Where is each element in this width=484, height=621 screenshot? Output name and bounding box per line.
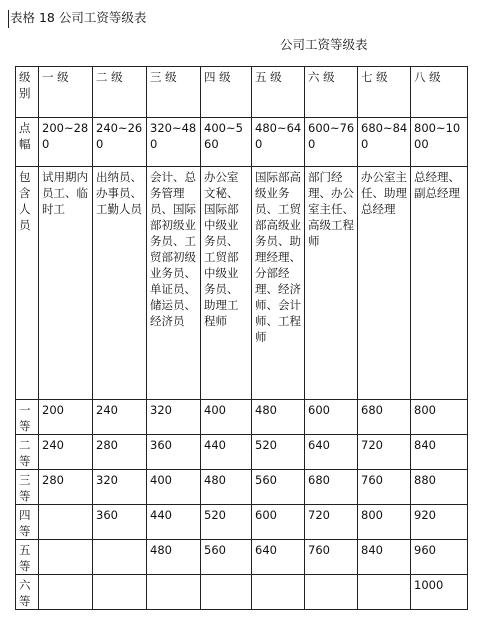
row-label-points: 点幅 (16, 118, 39, 167)
salary-cell: 600 (305, 400, 358, 435)
salary-cell: 440 (147, 505, 201, 540)
points-cell: 400~560 (201, 118, 252, 167)
row-label-step: 三等 (16, 470, 39, 505)
salary-cell: 640 (305, 435, 358, 470)
salary-cell: 320 (93, 470, 147, 505)
row-label-step: 一等 (16, 400, 39, 435)
salary-cell: 800 (411, 400, 468, 435)
grade-header-cell: 八 级 (411, 67, 468, 118)
grade-header-cell: 二 级 (93, 67, 147, 118)
salary-cell (305, 575, 358, 610)
included-staff-cell: 国际部高级业务员、工贸部高级业务员、助理经理、分部经理、经济师、会计师、工程师 (252, 167, 305, 400)
salary-cell: 840 (358, 540, 411, 575)
row-label-included: 包含人员 (16, 167, 39, 400)
salary-cell: 280 (39, 470, 93, 505)
grade-header-cell: 五 级 (252, 67, 305, 118)
salary-cell: 480 (201, 470, 252, 505)
salary-cell: 240 (93, 400, 147, 435)
salary-cell (358, 575, 411, 610)
salary-cell (39, 505, 93, 540)
salary-cell: 240 (39, 435, 93, 470)
points-row (16, 118, 468, 167)
grade-header-cell: 六 级 (305, 67, 358, 118)
salary-cell: 880 (411, 470, 468, 505)
salary-cell (93, 540, 147, 575)
salary-cell: 680 (358, 400, 411, 435)
salary-cell: 480 (252, 400, 305, 435)
table-title: 公司工资等级表 (280, 37, 368, 52)
points-cell: 320~480 (147, 118, 201, 167)
salary-cell (93, 575, 147, 610)
salary-cell (252, 575, 305, 610)
salary-cell: 200 (39, 400, 93, 435)
included-staff-cell: 会计、总务管理员、国际部初级业务员、工贸部初级业务员、单证员、储运员、经济员 (147, 167, 201, 400)
points-cell: 680~840 (358, 118, 411, 167)
salary-cell (147, 575, 201, 610)
step-row-4 (16, 505, 468, 540)
salary-cell: 480 (147, 540, 201, 575)
included-staff-cell: 办公室文秘、国际部中级业务员、工贸部中级业务员、助理工程师 (201, 167, 252, 400)
salary-cell: 400 (147, 470, 201, 505)
step-row-3 (16, 470, 468, 505)
included-staff-cell: 总经理、副总经理 (411, 167, 468, 400)
document-caption: 表格 18 公司工资等级表 (10, 10, 147, 25)
points-cell: 600~760 (305, 118, 358, 167)
row-label-step: 六等 (16, 575, 39, 610)
included-staff-cell: 办公室主任、助理总经理 (358, 167, 411, 400)
salary-cell: 760 (358, 470, 411, 505)
salary-cell: 840 (411, 435, 468, 470)
salary-cell: 440 (201, 435, 252, 470)
salary-cell: 720 (358, 435, 411, 470)
salary-cell: 360 (93, 505, 147, 540)
points-cell: 480~640 (252, 118, 305, 167)
salary-cell: 520 (201, 505, 252, 540)
row-label-step: 五等 (16, 540, 39, 575)
salary-cell: 280 (93, 435, 147, 470)
grade-header-cell: 一 级 (39, 67, 93, 118)
salary-grade-table (15, 66, 468, 610)
row-label-grade: 级别 (16, 67, 39, 118)
salary-cell: 520 (252, 435, 305, 470)
points-cell: 800~1000 (411, 118, 468, 167)
salary-cell (39, 540, 93, 575)
salary-cell: 800 (358, 505, 411, 540)
text-cursor (8, 10, 9, 28)
salary-cell (39, 575, 93, 610)
salary-cell: 360 (147, 435, 201, 470)
included-staff-cell: 出纳员、办事员、工勤人员 (93, 167, 147, 400)
included-staff-cell: 部门经理、办公室主任、高级工程师 (305, 167, 358, 400)
salary-cell: 640 (252, 540, 305, 575)
points-cell: 240~260 (93, 118, 147, 167)
row-label-step: 四等 (16, 505, 39, 540)
salary-cell: 1000 (411, 575, 468, 610)
grade-header-cell: 三 级 (147, 67, 201, 118)
salary-cell: 560 (252, 470, 305, 505)
salary-cell (201, 575, 252, 610)
salary-cell: 720 (305, 505, 358, 540)
salary-cell: 560 (201, 540, 252, 575)
salary-cell: 960 (411, 540, 468, 575)
salary-cell: 920 (411, 505, 468, 540)
salary-cell: 320 (147, 400, 201, 435)
step-row-5 (16, 540, 468, 575)
salary-cell: 760 (305, 540, 358, 575)
salary-cell: 680 (305, 470, 358, 505)
grade-header-cell: 四 级 (201, 67, 252, 118)
step-row-1 (16, 400, 468, 435)
step-row-2 (16, 435, 468, 470)
row-label-step: 二等 (16, 435, 39, 470)
grade-header-cell: 七 级 (358, 67, 411, 118)
grade-header-row (16, 67, 468, 118)
salary-cell: 400 (201, 400, 252, 435)
points-cell: 200~280 (39, 118, 93, 167)
included-staff-row (16, 167, 468, 400)
salary-cell: 600 (252, 505, 305, 540)
included-staff-cell: 试用期内员工、临时工 (39, 167, 93, 400)
step-row-6 (16, 575, 468, 610)
